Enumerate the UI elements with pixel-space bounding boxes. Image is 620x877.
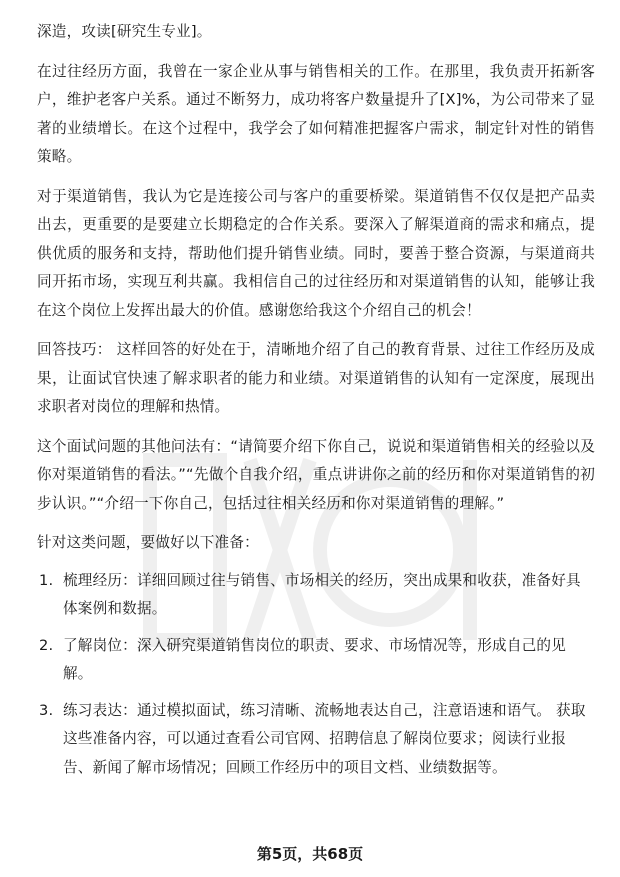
paragraph-channel-sales: 对于渠道销售，我认为它是连接公司与客户的重要桥梁。渠道销售不仅仅是把产品卖出去，更重要的是要建立长期稳定的合作关系。要深入了解渠道商的需求和痛点，提供优质的服务和支持，帮助他们提升销售业绩。同时，要善于整合资源，与渠道商共同开拓市场，实现互利共赢。我相信自己的过往经历和对渠道销售的认知，能够让我在这个岗位上发挥出最大的价值。感谢您给我这个介绍自己的机会！	[37, 187, 595, 319]
list-item-text: 了解岗位：深入研究渠道销售岗位的职责、要求、市场情况等，形成自己的见解。	[63, 636, 566, 682]
page-number-footer: 第5页，共68页	[256, 845, 364, 863]
document-body	[37, 18, 595, 790]
list-item	[37, 632, 595, 689]
paragraph-experience: 在过往经历方面，我曾在一家企业从事与销售相关的工作。在那里，我负责开拓新客户，维护老客户关系。通过不断努力，成功将客户数量提升了[X]%，为公司带来了显著的业绩增长。在这个过程中，我学会了如何精准把握客户需求，制定针对性的销售策略。	[37, 62, 595, 165]
prep-list	[37, 567, 595, 783]
paragraph-intro-tail: 深造，攻读[研究生专业]。	[37, 23, 212, 40]
list-item	[37, 567, 595, 624]
paragraph-alt-questions: 这个面试问题的其他问法有：“请简要介绍下你自己，说说和渠道销售相关的经验以及你对渠道销售的看法。”“先做个自我介绍，重点讲讲你之前的经历和你对渠道销售的初步认识。”“介绍一下你自己，包括过往相关经历和你对渠道销售的理解。”	[37, 437, 595, 512]
list-item-number: 2.	[39, 636, 54, 654]
list-item-text: 练习表达：通过模拟面试，练习清晰、流畅地表达自己，注意语速和语气。 获取这些准备内容，可以通过查看公司官网、招聘信息了解岗位要求；阅读行业报告、新闻了解市场情况；回顾工作经历中的项目文档、业绩数据等。	[63, 701, 586, 776]
paragraph-answer-tips: 回答技巧： 这样回答的好处在于，清晰地介绍了自己的教育背景、过往工作经历及成果，让面试官快速了解求职者的能力和业绩。对渠道销售的认知有一定深度，展现出求职者对岗位的理解和热情。	[37, 341, 595, 415]
list-item-text: 梳理经历：详细回顾过往与销售、市场相关的经历，突出成果和收获，准备好具体案例和数据。	[63, 571, 581, 617]
list-item-number: 3.	[39, 701, 54, 719]
list-item	[37, 697, 595, 783]
paragraph-prep-intro: 针对这类问题，要做好以下准备：	[37, 534, 259, 551]
list-item-number: 1.	[39, 571, 54, 589]
